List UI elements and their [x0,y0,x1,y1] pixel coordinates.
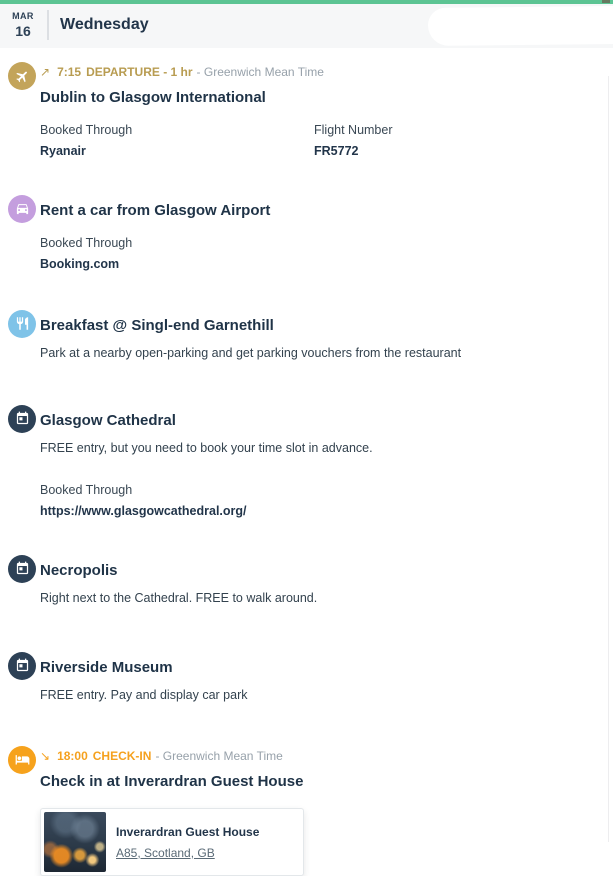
cathedral-description: FREE entry, but you need to book your time slot in advance. [40,440,593,456]
header-divider [47,10,49,40]
day-header [10,10,149,40]
event-car-rental[interactable] [8,195,593,271]
corner-artifact [602,0,610,3]
cathedral-fields [40,483,593,518]
flight-time: 7:15 [57,65,81,79]
event-checkin-body [40,746,593,876]
date-day: 16 [10,24,36,38]
plane-icon [8,62,36,90]
event-necropolis-body [40,555,593,607]
checkin-arrow-icon: ↘ [40,749,50,763]
event-breakfast-body [40,310,593,362]
event-riverside-museum[interactable] [8,652,593,704]
car-title: Rent a car from Glasgow Airport [40,197,593,221]
event-flight[interactable] [8,62,593,158]
departure-arrow-icon: ↗ [40,65,50,79]
car-fields [40,236,593,271]
overlay-artifact [428,6,614,46]
hotel-name: Inverardran Guest House [116,825,259,839]
field-value-url: https://www.glasgowcathedral.org/ [40,504,314,518]
checkin-time-row [40,749,593,763]
breakfast-description: Park at a nearby open-parking and get parking vouchers from the restaurant [40,345,593,361]
necropolis-title: Necropolis [40,557,593,581]
hotel-location-link[interactable]: A85, Scotland, GB [116,846,259,860]
calendar-icon [8,652,36,680]
event-glasgow-cathedral[interactable] [8,405,593,518]
flight-label: DEPARTURE - 1 hr [86,65,192,79]
flight-fields [40,123,593,158]
riverside-description: FREE entry. Pay and display car park [40,687,593,703]
checkin-time: 18:00 [57,749,88,763]
necropolis-description: Right next to the Cathedral. FREE to walk around. [40,590,593,606]
field-booked-through [40,483,314,518]
checkin-timezone: - Greenwich Mean Time [155,749,282,763]
field-flight-number [314,123,588,158]
field-label: Flight Number [314,123,588,137]
event-flight-body [40,62,593,158]
field-value: FR5772 [314,144,588,158]
hotel-info [116,825,259,860]
calendar-icon [8,555,36,583]
event-timeline [8,62,593,876]
hotel-photo [44,812,106,872]
flight-timezone: - Greenwich Mean Time [197,65,324,79]
scroll-track[interactable] [608,76,609,842]
bed-icon [8,746,36,774]
event-check-in[interactable] [8,746,593,876]
field-label: Booked Through [40,236,314,250]
calendar-icon [8,405,36,433]
event-car-body [40,195,593,271]
date-badge [10,12,36,38]
breakfast-title: Breakfast @ Singl-end Garnethill [40,312,593,336]
car-icon [8,195,36,223]
weekday-title: Wednesday [60,16,149,34]
flight-title: Dublin to Glasgow International [40,89,593,108]
field-booked-through [40,236,314,271]
event-riverside-body [40,652,593,704]
event-necropolis[interactable] [8,555,593,607]
checkin-title: Check in at Inverardran Guest House [40,773,593,792]
field-value: Booking.com [40,257,314,271]
field-booked-through [40,123,314,158]
hotel-card[interactable] [40,808,304,876]
checkin-label: CHECK-IN [93,749,152,763]
date-month: MAR [10,12,36,21]
event-cathedral-body [40,405,593,518]
cathedral-title: Glasgow Cathedral [40,407,593,431]
field-label: Booked Through [40,123,314,137]
flight-time-row [40,65,593,79]
field-value: Ryanair [40,144,314,158]
riverside-title: Riverside Museum [40,654,593,678]
event-breakfast[interactable] [8,310,593,362]
restaurant-icon [8,310,36,338]
field-label: Booked Through [40,483,314,497]
